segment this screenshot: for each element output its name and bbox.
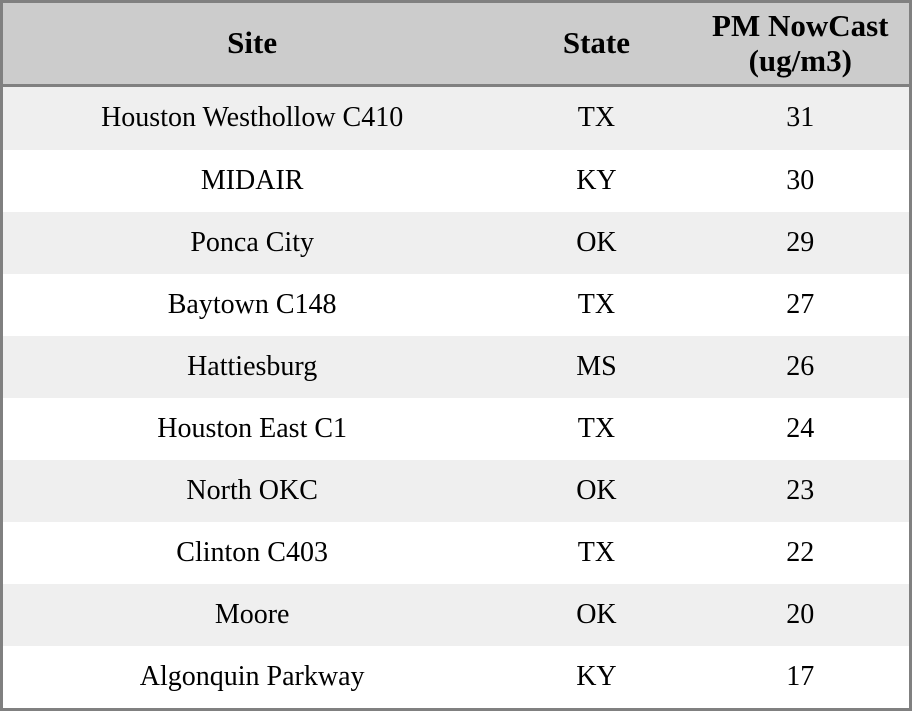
cell-value: 17 bbox=[786, 660, 815, 692]
table-row bbox=[3, 460, 909, 522]
cell-value: 23 bbox=[786, 474, 815, 506]
cell-site: Hattiesburg bbox=[187, 350, 318, 382]
table-header bbox=[3, 3, 909, 86]
column-header-pm-nowcast: PM NowCast (ug/m3) bbox=[692, 3, 909, 86]
cell-site: Clinton C403 bbox=[176, 536, 328, 568]
cell-site: Houston East C1 bbox=[157, 412, 348, 444]
table-body bbox=[3, 86, 909, 708]
table-row bbox=[3, 522, 909, 584]
cell-state: OK bbox=[576, 474, 617, 506]
cell-state: TX bbox=[577, 102, 616, 134]
cell-site: Moore bbox=[214, 598, 290, 630]
cell-value: 26 bbox=[786, 350, 815, 382]
cell-value: 30 bbox=[786, 164, 815, 196]
air-quality-table bbox=[3, 3, 909, 708]
cell-value: 27 bbox=[786, 288, 815, 320]
cell-state: TX bbox=[577, 288, 616, 320]
cell-value: 20 bbox=[786, 598, 815, 630]
cell-site: MIDAIR bbox=[200, 164, 304, 196]
cell-site: North OKC bbox=[186, 474, 318, 506]
cell-state: OK bbox=[576, 226, 617, 258]
cell-site: Algonquin Parkway bbox=[139, 660, 365, 692]
cell-value: 24 bbox=[786, 412, 815, 444]
cell-site: Houston Westhollow C410 bbox=[101, 102, 404, 134]
table-row bbox=[3, 150, 909, 212]
cell-state: KY bbox=[576, 660, 617, 692]
table-header-row bbox=[3, 3, 909, 86]
table-row bbox=[3, 86, 909, 150]
table-row bbox=[3, 274, 909, 336]
cell-state: TX bbox=[577, 412, 616, 444]
cell-state: TX bbox=[577, 536, 616, 568]
table-row bbox=[3, 212, 909, 274]
cell-state: KY bbox=[576, 164, 617, 196]
cell-site: Ponca City bbox=[190, 226, 314, 258]
table-row bbox=[3, 336, 909, 398]
cell-value: 31 bbox=[786, 102, 815, 134]
column-header-state: State bbox=[501, 3, 691, 86]
table-row bbox=[3, 398, 909, 460]
cell-state: MS bbox=[576, 350, 617, 382]
cell-site: Baytown C148 bbox=[167, 288, 337, 320]
column-header-site: Site bbox=[3, 3, 501, 86]
table-row bbox=[3, 584, 909, 646]
table-row bbox=[3, 646, 909, 708]
cell-value: 22 bbox=[786, 536, 815, 568]
cell-state: OK bbox=[576, 598, 617, 630]
cell-value: 29 bbox=[786, 226, 815, 258]
